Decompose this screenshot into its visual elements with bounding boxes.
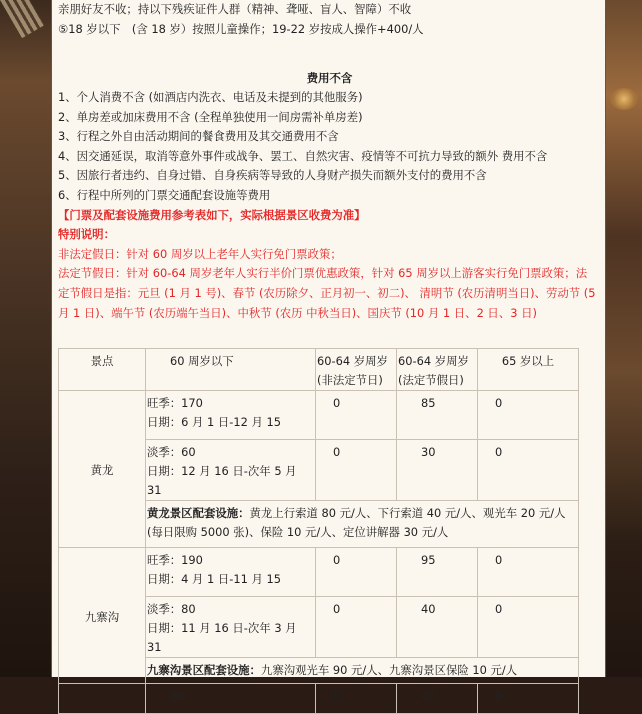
- cost-excluded-item: 4、因交通延误，取消等意外事件或战争、罢工、自然灾害、疫情等不可抗力导致的额外 费用不含: [58, 148, 548, 163]
- cost-excluded-list: [58, 88, 598, 323]
- header-6064-holiday: 60-64 岁周岁(法定节假日): [397, 349, 478, 391]
- special-notice-line: 非法定假日：针对 60 周岁以上老年人实行免门票政策；: [58, 246, 342, 261]
- facilities-label: 黄龙景区配套设施：: [147, 506, 250, 520]
- value-cell: 0: [316, 391, 397, 440]
- price-cell: [146, 597, 316, 658]
- off-dates: 日期：12 月 16 日-次年 5 月 31: [147, 464, 297, 497]
- left-background: [0, 0, 52, 677]
- off-price: 淡季：60: [147, 445, 196, 459]
- cost-excluded-title: 费用不含: [306, 71, 353, 85]
- off-price: 淡季：80: [147, 602, 196, 616]
- cost-excluded-item: 1、个人消费不含 (如酒店内洗衣、电话及未提到的其他服务): [58, 90, 363, 104]
- ticket-fee-table: [58, 348, 579, 714]
- value-cell: 0: [316, 684, 397, 714]
- table-row: [59, 684, 579, 714]
- intro-line: ⑤18 岁以下 (含 18 岁）按照儿童操作；19-22 岁按成人操作+400/人: [58, 21, 424, 36]
- special-notice-title: 特别说明：: [58, 227, 115, 242]
- fee-reference-note: 【门票及配套设施费用参考表如下，实际根据景区收费为准】: [58, 207, 366, 222]
- price-cell: [146, 548, 316, 597]
- value-cell: 30: [397, 440, 478, 501]
- special-notice-line: 法定节假日：针对 60-64 周岁老年人实行半价门票优惠政策，针对 65 周岁以上游客实行免门票政策；法: [58, 266, 588, 281]
- special-notice-line: 月 1 日)、端午节 (农历端午当日)、中秋节 (农历 中秋当日)、国庆节 (10 月 1 日、2 日、3 日): [58, 305, 537, 320]
- price-cell: [146, 391, 316, 440]
- spot-name-huanglong: 黄龙: [59, 391, 146, 548]
- right-background: [606, 0, 642, 677]
- special-notice-line: 定节假日是指：元旦 (1 月 1 号)、春节 (农历除夕、正月初一、初二)、 清明节 (农历清明当日)、劳动节 (5: [58, 285, 596, 300]
- value-cell: 0: [478, 597, 579, 658]
- value-cell: 40: [397, 684, 478, 714]
- document-page: [51, 0, 606, 703]
- peak-price: 旺季：170: [147, 396, 203, 410]
- table-row: [59, 548, 579, 597]
- table-header-row: [59, 349, 579, 391]
- intro-line: 亲朋好友不收；持以下残疾证件人群（精神、聋哑、盲人、智障）不收: [58, 2, 412, 16]
- facilities-label: 九寨沟景区配套设施：: [147, 663, 261, 677]
- facilities-cell: [146, 501, 579, 548]
- value-cell: 0: [478, 684, 579, 714]
- cost-excluded-item: 2、单房差或加床费用不含 (全程单独使用一间房需补单房差): [58, 109, 363, 124]
- value-cell: 0: [478, 391, 579, 440]
- value-cell: 95: [397, 548, 478, 597]
- header-under60: 60 周岁以下: [146, 349, 316, 391]
- spot-name-jiuzhaigou: 九寨沟: [59, 548, 146, 684]
- header-6064-normal: 60-64 岁周岁(非法定节日): [316, 349, 397, 391]
- value-cell: 85: [397, 391, 478, 440]
- value-cell: 0: [478, 440, 579, 501]
- cost-excluded-item: 5、因旅行者违约、自身过错、自身疾病等导致的人身财产损失而额外支付的费用不含: [58, 168, 487, 183]
- cost-excluded-item: 6、行程中所列的门票交通配套设施等费用: [58, 187, 271, 202]
- peak-price: 旺季：190: [147, 553, 203, 567]
- film-strip-decoration: [0, 0, 45, 38]
- cost-excluded-item: 3、行程之外自由活动期间的餐食费用及其交通费用不含: [58, 129, 339, 144]
- peak-dates: 日期：4 月 1 日-11 月 15: [147, 572, 282, 586]
- facilities-text: 黄龙上行索道 80 元/人、下行索道 40 元/人、观光车 20 元/人 (每日限购 5000 张)、保险 10 元/人、定位讲解器 30 元/人: [147, 506, 566, 539]
- lamp-glow-decoration: [610, 88, 638, 110]
- header-spot: 景点: [59, 349, 146, 391]
- header-over65: 65 岁以上: [478, 349, 579, 391]
- table-row: [59, 391, 579, 440]
- spot-name-cell: [59, 684, 146, 714]
- facilities-cell: [146, 658, 579, 684]
- value-cell: 40: [397, 597, 478, 658]
- facilities-text: 九寨沟观光车 90 元/人、九寨沟景区保险 10 元/人: [260, 663, 518, 677]
- off-dates: 日期：11 月 16 日-次年 3 月 31: [147, 621, 297, 654]
- value-cell: 0: [316, 548, 397, 597]
- price-cell: [146, 440, 316, 501]
- text-block: [58, 0, 598, 39]
- value-cell: 0: [316, 597, 397, 658]
- value-cell: 0: [316, 440, 397, 501]
- peak-dates: 日期：6 月 1 日-12 月 15: [147, 415, 282, 429]
- value-cell: 0: [478, 548, 579, 597]
- value-cell: 80: [146, 684, 316, 714]
